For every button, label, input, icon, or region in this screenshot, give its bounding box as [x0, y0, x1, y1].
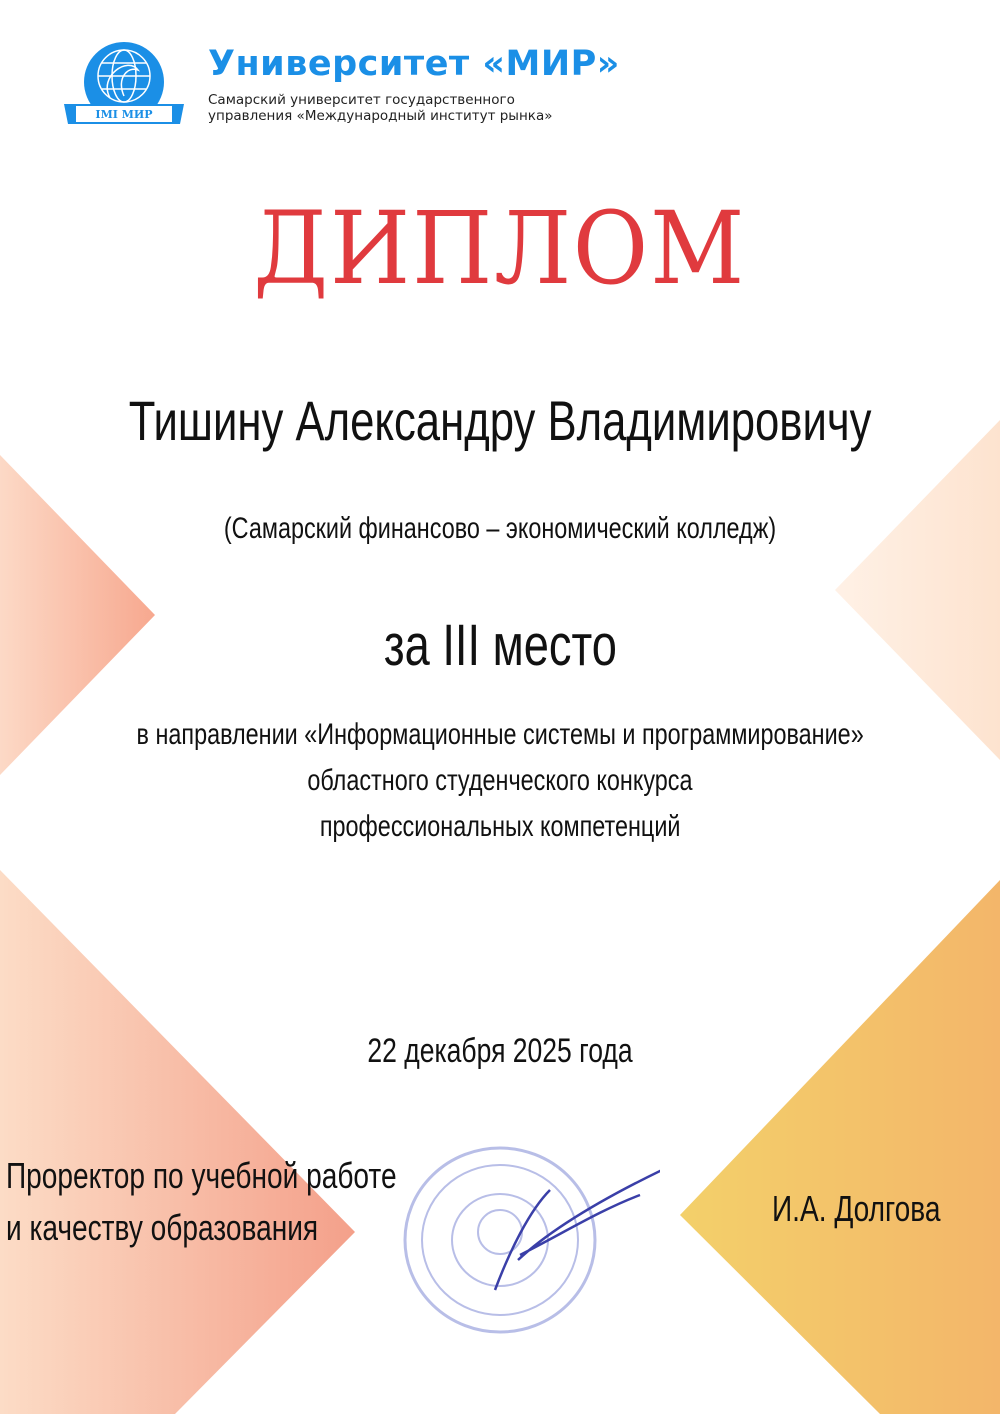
university-name: Университет «МИР»: [208, 44, 620, 84]
recipient-name: Тишину Александру Владимировичу: [128, 389, 872, 452]
direction-line: в направлении «Информационные системы и программирование»: [136, 718, 864, 751]
university-logo: [58, 36, 190, 136]
position-line-1: Проректор по учебной работе: [6, 1155, 397, 1196]
award-date: 22 декабря 2025 года: [367, 1032, 633, 1070]
university-subtitle: [208, 92, 552, 124]
direction-line: областного студенческого конкурса: [307, 764, 693, 797]
bottom-right-shape: [680, 880, 1000, 1414]
top-right-shape: [835, 420, 1000, 760]
official-stamp-with-signature: [400, 1140, 660, 1340]
direction-line: профессиональных компетенций: [319, 810, 681, 843]
bottom-left-shape: [0, 870, 355, 1414]
recipient-institution: (Самарский финансово – экономический колледж): [223, 512, 777, 545]
subtitle-line-2: управления «Международный институт рынка»: [208, 108, 553, 124]
award-place: за III место: [383, 613, 617, 678]
signer-name: И.А. Долгова: [772, 1188, 941, 1229]
signer-position: [6, 1150, 397, 1254]
subtitle-line-1: Самарский университет государственного: [208, 92, 515, 108]
position-line-2: и качеству образования: [6, 1207, 319, 1248]
svg-text:IMI МИР: IMI МИР: [95, 108, 153, 121]
diploma-title: ДИПЛОМ: [253, 190, 747, 307]
award-direction: [0, 712, 1000, 850]
